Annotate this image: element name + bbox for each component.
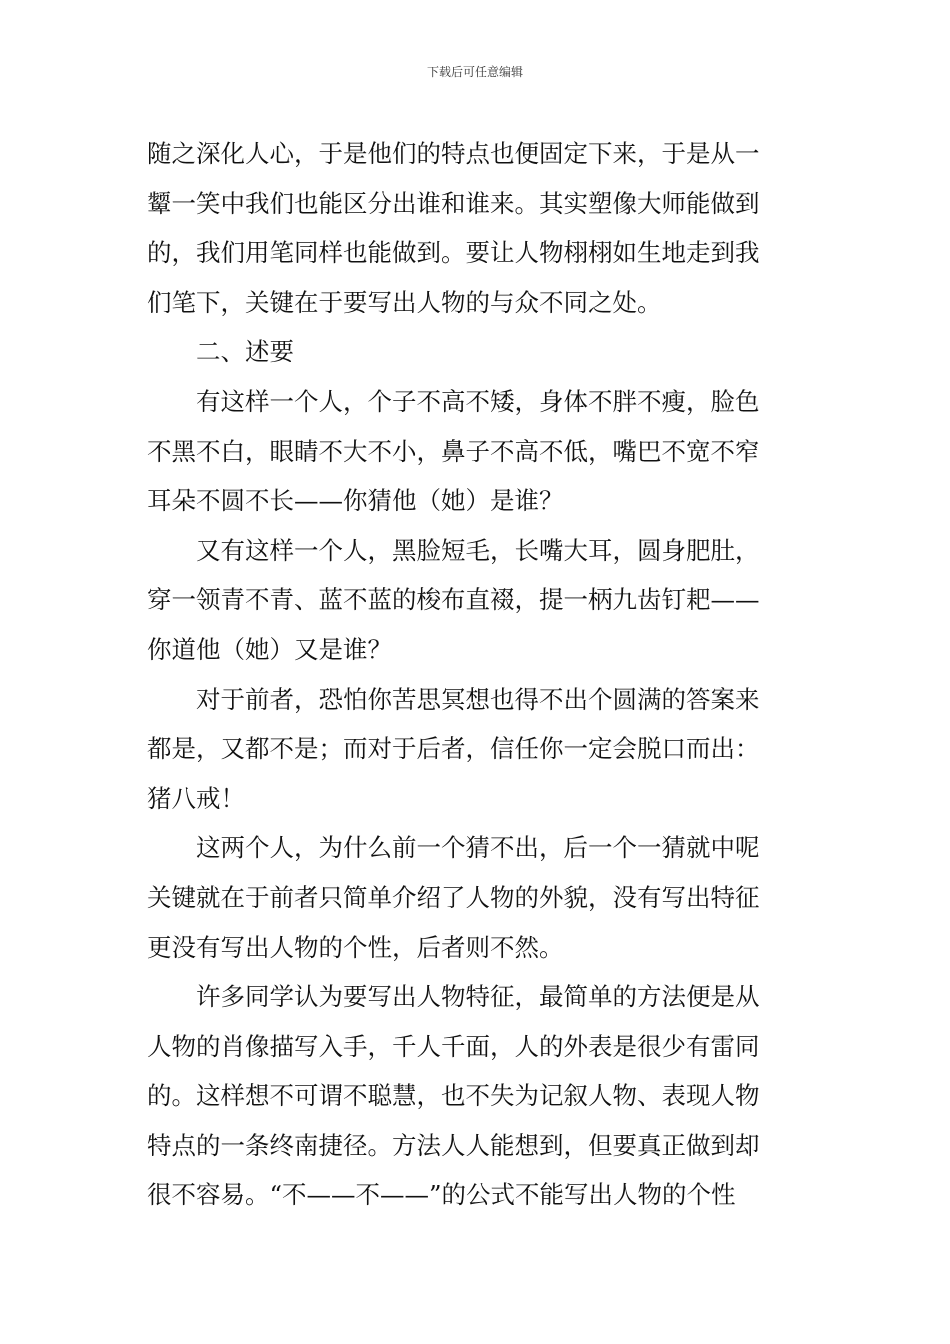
page-header-note: 下载后可任意编辑 [426,65,523,79]
text-line-22: 很不容易。“不——不——”的公式不能写出人物的个性 [147,1180,736,1210]
text-line-17: 更没有写出人物的个性，后者则不然。 [147,932,564,962]
text-line-2: 颦一笑中我们也能区分出谁和谁来。其实塑像大师能做到 [147,188,760,218]
text-line-12: 对于前者，恐怕你苦思冥想也得不出个圆满的答案来 [196,684,760,714]
text-line-13: 都是，又都不是；而对于后者，信任你一定会脱口而出： [147,734,760,764]
text-line-14: 猪八戒！ [147,783,245,813]
text-line-11: 你道他（她）又是谁？ [147,634,392,664]
text-line-21: 特点的一条终南捷径。方法人人能想到，但要真正做到却 [147,1130,760,1160]
text-line-4: 们笔下，关键在于要写出人物的与众不同之处。 [147,287,662,317]
text-line-19: 人物的肖像描写入手，千人千面，人的外表是很少有雷同 [147,1031,760,1061]
document-body [147,129,807,1220]
text-line-6: 有这样一个人，个子不高不矮，身体不胖不瘦，脸色 [196,386,760,416]
text-line-1: 随之深化人心，于是他们的特点也便固定下来，于是从一 [147,139,760,168]
text-line-20: 的。这样想不可谓不聪慧，也不失为记叙人物、表现人物 [147,1081,760,1111]
text-line-3: 的，我们用笔同样也能做到。要让人物栩栩如生地走到我 [147,238,760,268]
text-line-15: 这两个人，为什么前一个猜不出，后一个一猜就中呢 [196,833,760,863]
text-line-8: 耳朵不圆不长——你猜他（她）是谁？ [147,486,564,516]
text-line-9: 又有这样一个人，黑脸短毛，长嘴大耳，圆身肥肚， [196,535,760,565]
text-line-18: 许多同学认为要写出人物特征，最简单的方法便是从 [196,982,760,1012]
text-line-16: 关键就在于前者只简单介绍了人物的外貌，没有写出特征 [147,882,760,912]
text-line-7: 不黑不白，眼睛不大不小，鼻子不高不低，嘴巴不宽不窄 [147,436,760,466]
section-heading: 二、述要 [196,337,294,367]
text-line-10: 穿一领青不青、蓝不蓝的梭布直裰，提一柄九齿钉耙—— [147,585,760,615]
